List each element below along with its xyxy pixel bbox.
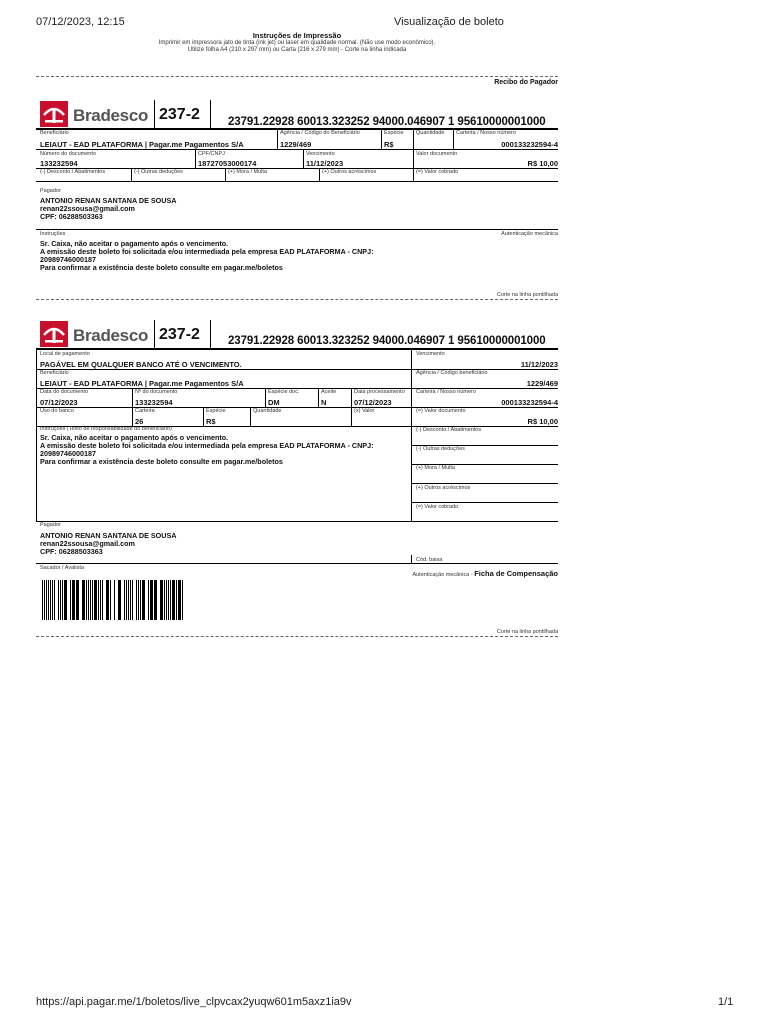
instruction-2: A emissão deste boleto foi solicitada e/ou intermediada pela empresa EAD PLATAFORMA - CNPJ: bbox=[40, 247, 374, 256]
divider bbox=[319, 169, 320, 181]
label-vencimento: Vencimento bbox=[306, 151, 335, 157]
divider bbox=[351, 408, 352, 426]
label-outras-deducoes: (-) Outras deduções bbox=[134, 169, 183, 175]
label-quantidade: Quantidade bbox=[253, 408, 282, 414]
label-data-processamento: Data processamento bbox=[354, 389, 405, 395]
value-aceite: N bbox=[321, 398, 327, 407]
barcode bbox=[42, 580, 183, 620]
cut-line-top bbox=[36, 76, 558, 77]
value-vencimento: 11/12/2023 bbox=[306, 159, 344, 168]
instructions-line-1: Imprimir em impressora jato de tinta (ink jet) ou laser em qualidade normal. (Não use modo econômico). bbox=[158, 40, 436, 46]
divider bbox=[453, 129, 454, 149]
label-outros-acrescimos: (+) Outros acréscimos bbox=[322, 169, 377, 175]
divider bbox=[411, 349, 412, 521]
label-valor-cobrado: (=) Valor cobrado bbox=[416, 504, 459, 510]
label-nosso-numero: Carteira / Nosso número bbox=[416, 389, 476, 395]
label-beneficiario: Beneficiário bbox=[40, 370, 69, 376]
label-beneficiario: Beneficiário bbox=[40, 130, 69, 136]
instruction-4: Para confirmar a existência deste boleto consulte em pagar.me/boletos bbox=[40, 263, 283, 272]
label-instrucoes: Instruções bbox=[40, 231, 66, 237]
label-valor: (x) Valor bbox=[354, 408, 375, 414]
label-especie-doc: Espécie doc. bbox=[268, 389, 300, 395]
value-carteira: 26 bbox=[135, 417, 144, 426]
divider bbox=[36, 521, 558, 522]
label-aceite: Aceite bbox=[321, 389, 337, 395]
label-numero-documento: Nº do documento bbox=[135, 389, 178, 395]
divider bbox=[381, 129, 382, 149]
label-sacador: Sacador / Avalista bbox=[40, 565, 84, 571]
divider bbox=[132, 408, 133, 426]
print-datetime: 07/12/2023, 12:15 bbox=[36, 16, 125, 28]
value-valor-documento: R$ 10,00 bbox=[527, 159, 558, 168]
divider bbox=[277, 129, 278, 149]
divider bbox=[154, 100, 155, 128]
label-nosso-numero: Carteira / Nosso número bbox=[456, 130, 516, 136]
digitable-line: 23791.22928 60013.323252 94000.046907 1 95610000001000 bbox=[228, 116, 546, 128]
bradesco-logo-icon bbox=[40, 321, 68, 347]
cut-label: Corte na linha pontilhada bbox=[496, 292, 558, 298]
receipt-label: Recibo do Pagador bbox=[494, 79, 558, 86]
divider bbox=[36, 168, 558, 169]
value-agencia: 1229/469 bbox=[280, 140, 312, 149]
label-outros-acrescimos: (+) Outros acréscimos bbox=[416, 485, 471, 491]
instruction-3: 20989746000187 bbox=[40, 449, 96, 458]
label-mora: (+) Mora / Multa bbox=[416, 465, 455, 471]
instruction-2: A emissão deste boleto foi solicitada e/ou intermediada pela empresa EAD PLATAFORMA - CNPJ: bbox=[40, 441, 374, 450]
footer-autenticacao bbox=[330, 563, 558, 581]
value-local-pagamento: PAGÁVEL EM QUALQUER BANCO ATÉ O VENCIMENTO. bbox=[40, 360, 242, 369]
barcode-bar bbox=[182, 580, 183, 620]
value-nosso-numero: 000133232594-4 bbox=[501, 140, 558, 149]
instructions-line-2: Utilize folha A4 (210 x 297 mm) ou Carta (216 x 279 mm) - Corte na linha indicada bbox=[187, 47, 407, 53]
value-beneficiario: LEIAUT - EAD PLATAFORMA | Pagar.me Pagamentos S/A bbox=[40, 379, 244, 388]
divider bbox=[36, 349, 37, 521]
pagador-name: ANTONIO RENAN SANTANA DE SOUSA bbox=[40, 196, 177, 205]
divider bbox=[411, 483, 558, 484]
label-outras-deducoes: (-) Outras deduções bbox=[416, 446, 465, 452]
bradesco-logo bbox=[40, 101, 68, 127]
divider bbox=[131, 169, 132, 181]
cut-line-middle bbox=[36, 299, 558, 300]
divider bbox=[351, 389, 352, 407]
value-especie: R$ bbox=[206, 417, 216, 426]
label-cpf-cnpj: CPF/CNPJ bbox=[198, 151, 225, 157]
label-carteira: Carteira bbox=[135, 408, 155, 414]
divider bbox=[132, 389, 133, 407]
label-cod-baixa: Cód. baixa bbox=[416, 557, 443, 563]
pagador-cpf: CPF: 06288503363 bbox=[40, 547, 103, 556]
divider bbox=[411, 555, 412, 563]
label-local-pagamento: Local de pagamento bbox=[40, 351, 90, 357]
bank-name: Bradesco bbox=[73, 326, 149, 345]
label-quantidade: Quantidade bbox=[416, 130, 445, 136]
label-especie: Espécie bbox=[206, 408, 226, 414]
divider bbox=[413, 169, 414, 181]
cut-label: Corte na linha pontilhada bbox=[496, 629, 558, 635]
value-nosso-numero: 000133232594-4 bbox=[501, 398, 558, 407]
label-desconto: (-) Desconto / Abatimentos bbox=[416, 427, 482, 433]
divider bbox=[203, 408, 204, 426]
bank-code: 237-2 bbox=[159, 326, 200, 343]
divider bbox=[36, 348, 558, 350]
value-vencimento: 11/12/2023 bbox=[520, 360, 558, 369]
instruction-1: Sr. Caixa, não aceitar o pagamento após o vencimento. bbox=[40, 433, 229, 442]
label-agencia: Agência / Código do Beneficiário bbox=[280, 130, 360, 136]
print-url: https://api.pagar.me/1/boletos/live_clpvcax2yuqw601m5axz1ia9v bbox=[36, 996, 352, 1008]
pagador-email: renan22ssousa@gmail.com bbox=[40, 204, 135, 213]
divider bbox=[250, 408, 251, 426]
label-mora: (+) Mora / Multa bbox=[228, 169, 267, 175]
pagador-name: ANTONIO RENAN SANTANA DE SOUSA bbox=[40, 531, 177, 540]
divider bbox=[36, 407, 558, 408]
cut-line-bottom bbox=[36, 636, 558, 637]
value-especie-doc: DM bbox=[268, 398, 280, 407]
bank-name: Bradesco bbox=[73, 106, 149, 125]
divider bbox=[36, 181, 558, 182]
instruction-1: Sr. Caixa, não aceitar o pagamento após o vencimento. bbox=[40, 239, 229, 248]
value-numero-documento: 133232594 bbox=[40, 159, 78, 168]
label-agencia: Agência / Código beneficiário bbox=[416, 370, 488, 376]
value-data-processamento: 07/12/2023 bbox=[354, 398, 392, 407]
divider bbox=[36, 229, 558, 230]
value-numero-documento: 133232594 bbox=[135, 398, 173, 407]
divider bbox=[154, 320, 155, 348]
divider bbox=[36, 149, 558, 150]
instruction-4: Para confirmar a existência deste boleto consulte em pagar.me/boletos bbox=[40, 457, 283, 466]
instructions-title: Instruções de Impressão bbox=[252, 31, 342, 40]
label-autenticacao: Autenticação mecânica - bbox=[412, 572, 475, 578]
label-valor-documento: Valor documento bbox=[416, 151, 458, 157]
divider bbox=[303, 150, 304, 168]
value-especie: R$ bbox=[384, 140, 394, 149]
label-autenticacao: Autenticação mecânica bbox=[501, 231, 558, 237]
pagador-cpf: CPF: 06288503363 bbox=[40, 212, 103, 221]
label-valor-cobrado: (=) Valor cobrado bbox=[416, 169, 459, 175]
value-valor-documento: R$ 10,00 bbox=[527, 417, 558, 426]
label-vencimento: Vencimento bbox=[416, 351, 445, 357]
bradesco-logo bbox=[40, 321, 68, 347]
print-instructions bbox=[36, 31, 558, 54]
divider bbox=[411, 502, 558, 503]
value-data-documento: 07/12/2023 bbox=[40, 398, 78, 407]
divider bbox=[413, 129, 414, 149]
label-valor-documento: (=) Valor documento bbox=[416, 408, 466, 414]
divider bbox=[265, 389, 266, 407]
value-beneficiario: LEIAUT - EAD PLATAFORMA | Pagar.me Pagamentos S/A bbox=[40, 140, 244, 149]
bradesco-logo-icon bbox=[40, 101, 68, 127]
label-uso-banco: Uso do banco bbox=[40, 408, 74, 414]
divider bbox=[195, 150, 196, 168]
print-page-count: 1/1 bbox=[718, 996, 734, 1008]
value-cpf-cnpj: 18727053000174 bbox=[198, 159, 257, 168]
label-desconto: (-) Desconto / Abatimentos bbox=[40, 169, 106, 175]
instruction-3: 20989746000187 bbox=[40, 255, 96, 264]
label-numero-documento: Número do documento bbox=[40, 151, 96, 157]
label-instrucoes: Instruções (Texto de responsabilidade do beneficiário) bbox=[40, 426, 172, 432]
divider bbox=[210, 100, 211, 128]
print-title: Visualização de boleto bbox=[394, 16, 504, 28]
divider bbox=[413, 150, 414, 168]
bank-code: 237-2 bbox=[159, 106, 200, 123]
digitable-line: 23791.22928 60013.323252 94000.046907 1 95610000001000 bbox=[228, 335, 546, 347]
divider bbox=[210, 320, 211, 348]
label-pagador: Pagador bbox=[40, 188, 61, 194]
label-data-documento: Data do documento bbox=[40, 389, 89, 395]
label-pagador: Pagador bbox=[40, 522, 61, 528]
label-especie: Espécie bbox=[384, 130, 404, 136]
divider bbox=[225, 169, 226, 181]
divider bbox=[318, 389, 319, 407]
label-ficha-compensacao: Ficha de Compensação bbox=[474, 569, 558, 578]
value-agencia: 1229/469 bbox=[526, 379, 558, 388]
pagador-email: renan22ssousa@gmail.com bbox=[40, 539, 135, 548]
